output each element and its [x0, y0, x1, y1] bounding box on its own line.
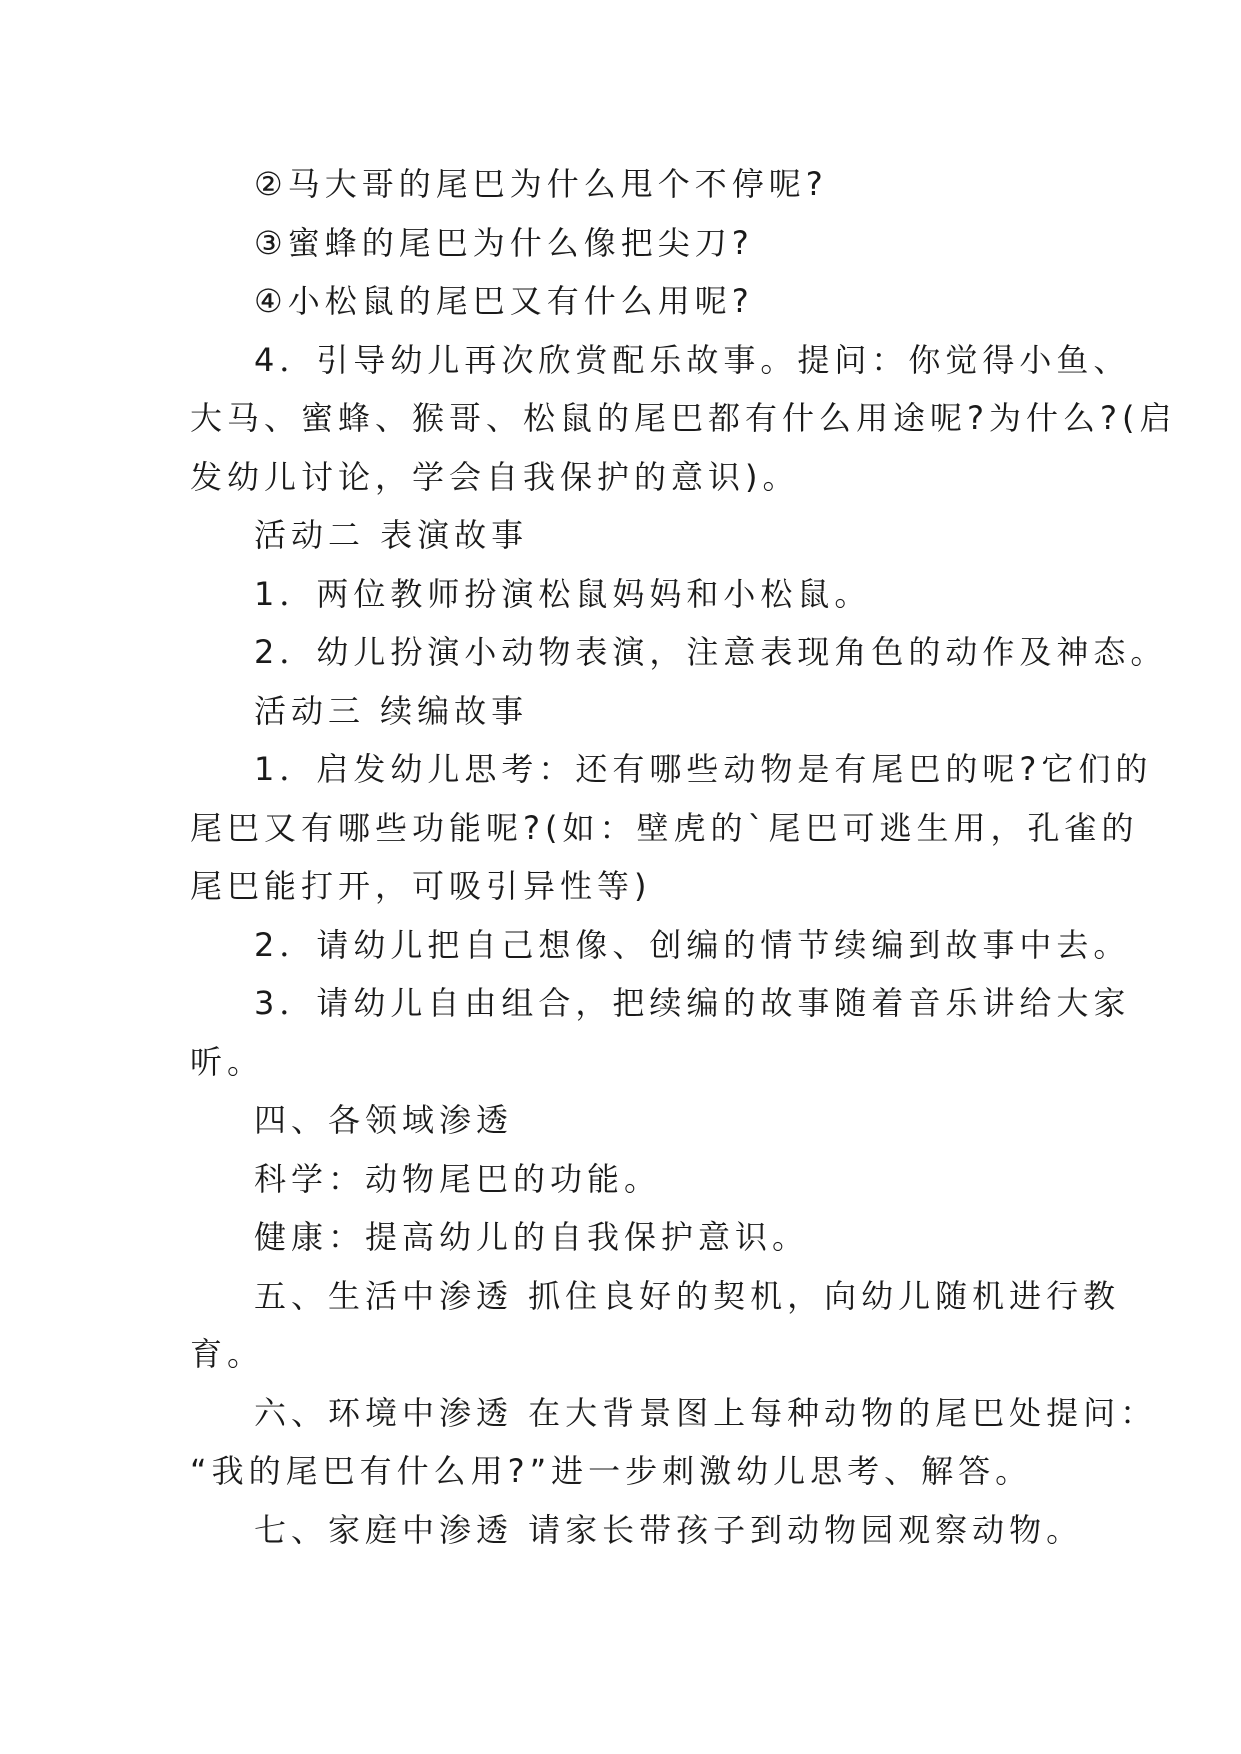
paragraph-activity-2-step-2 [190, 623, 1168, 682]
text-line: 四、各领域渗透 [254, 1101, 514, 1139]
text-line: 健康：提高幼儿的自我保护意识。 [254, 1218, 810, 1256]
text-line: 3．请幼儿自由组合，把续编的故事随着音乐讲给大家 [254, 984, 1131, 1022]
text-line: ④小松鼠的尾巴又有什么用呢? [254, 282, 754, 320]
paragraph-section-5 [190, 1267, 1121, 1384]
text-line: 活动二 表演故事 [254, 516, 529, 554]
heading-activity-2 [190, 506, 1090, 565]
paragraph-health [190, 1208, 1090, 1267]
text-line: ③蜜蜂的尾巴为什么像把尖刀? [254, 223, 754, 262]
text-line: 1．两位教师扮演松鼠妈妈和小松鼠。 [254, 574, 872, 613]
document-body [190, 155, 1177, 1559]
text-line: 七、家庭中渗透 请家长带孩子到动物园观察动物。 [254, 1510, 1084, 1549]
paragraph-science [190, 1150, 1090, 1209]
text-line: 科学：动物尾巴的功能。 [254, 1159, 662, 1198]
text-line: “我的尾巴有什么用?”进一步刺激幼儿思考、解答。 [190, 1452, 1033, 1490]
paragraph-activity-3-step-2 [190, 916, 1131, 975]
text-line: 发幼儿讨论，学会自我保护的意识)。 [190, 457, 800, 496]
text-line: ②马大哥的尾巴为什么甩个不停呢? [254, 165, 828, 203]
paragraph-question-2 [190, 155, 1090, 214]
text-line: 活动三 续编故事 [254, 691, 529, 730]
text-line: 育。 [190, 1335, 265, 1373]
text-line: 尾巴又有哪些功能呢?(如：壁虎的`尾巴可逃生用，孔雀的 [190, 808, 1139, 847]
heading-section-4 [190, 1091, 1090, 1150]
heading-activity-3 [190, 682, 1090, 741]
text-line: 2．幼儿扮演小动物表演，注意表现角色的动作及神态。 [254, 633, 1168, 671]
text-line: 听。 [190, 1042, 265, 1081]
text-line: 六、环境中渗透 在大背景图上每种动物的尾巴处提问： [254, 1393, 1158, 1432]
text-line: 1．启发幼儿思考：还有哪些动物是有尾巴的呢?它们的 [254, 750, 1153, 788]
paragraph-section-6 [190, 1384, 1158, 1501]
text-line: 尾巴能打开，可吸引异性等) [190, 867, 652, 905]
paragraph-section-7 [190, 1501, 1090, 1560]
paragraph-question-4 [190, 272, 1090, 331]
text-line: 4．引导幼儿再次欣赏配乐故事。提问：你觉得小鱼、 [254, 340, 1131, 379]
paragraph-question-3 [190, 214, 1090, 273]
paragraph-step-4 [190, 331, 1177, 507]
text-line: 大马、蜜蜂、猴哥、松鼠的尾巴都有什么用途呢?为什么?(启 [190, 399, 1177, 437]
paragraph-activity-2-step-1 [190, 565, 1090, 624]
text-line: 2．请幼儿把自己想像、创编的情节续编到故事中去。 [254, 925, 1131, 964]
text-line: 五、生活中渗透 抓住良好的契机，向幼儿随机进行教 [254, 1276, 1121, 1315]
paragraph-activity-3-step-1 [190, 740, 1153, 916]
paragraph-activity-3-step-3 [190, 974, 1131, 1091]
